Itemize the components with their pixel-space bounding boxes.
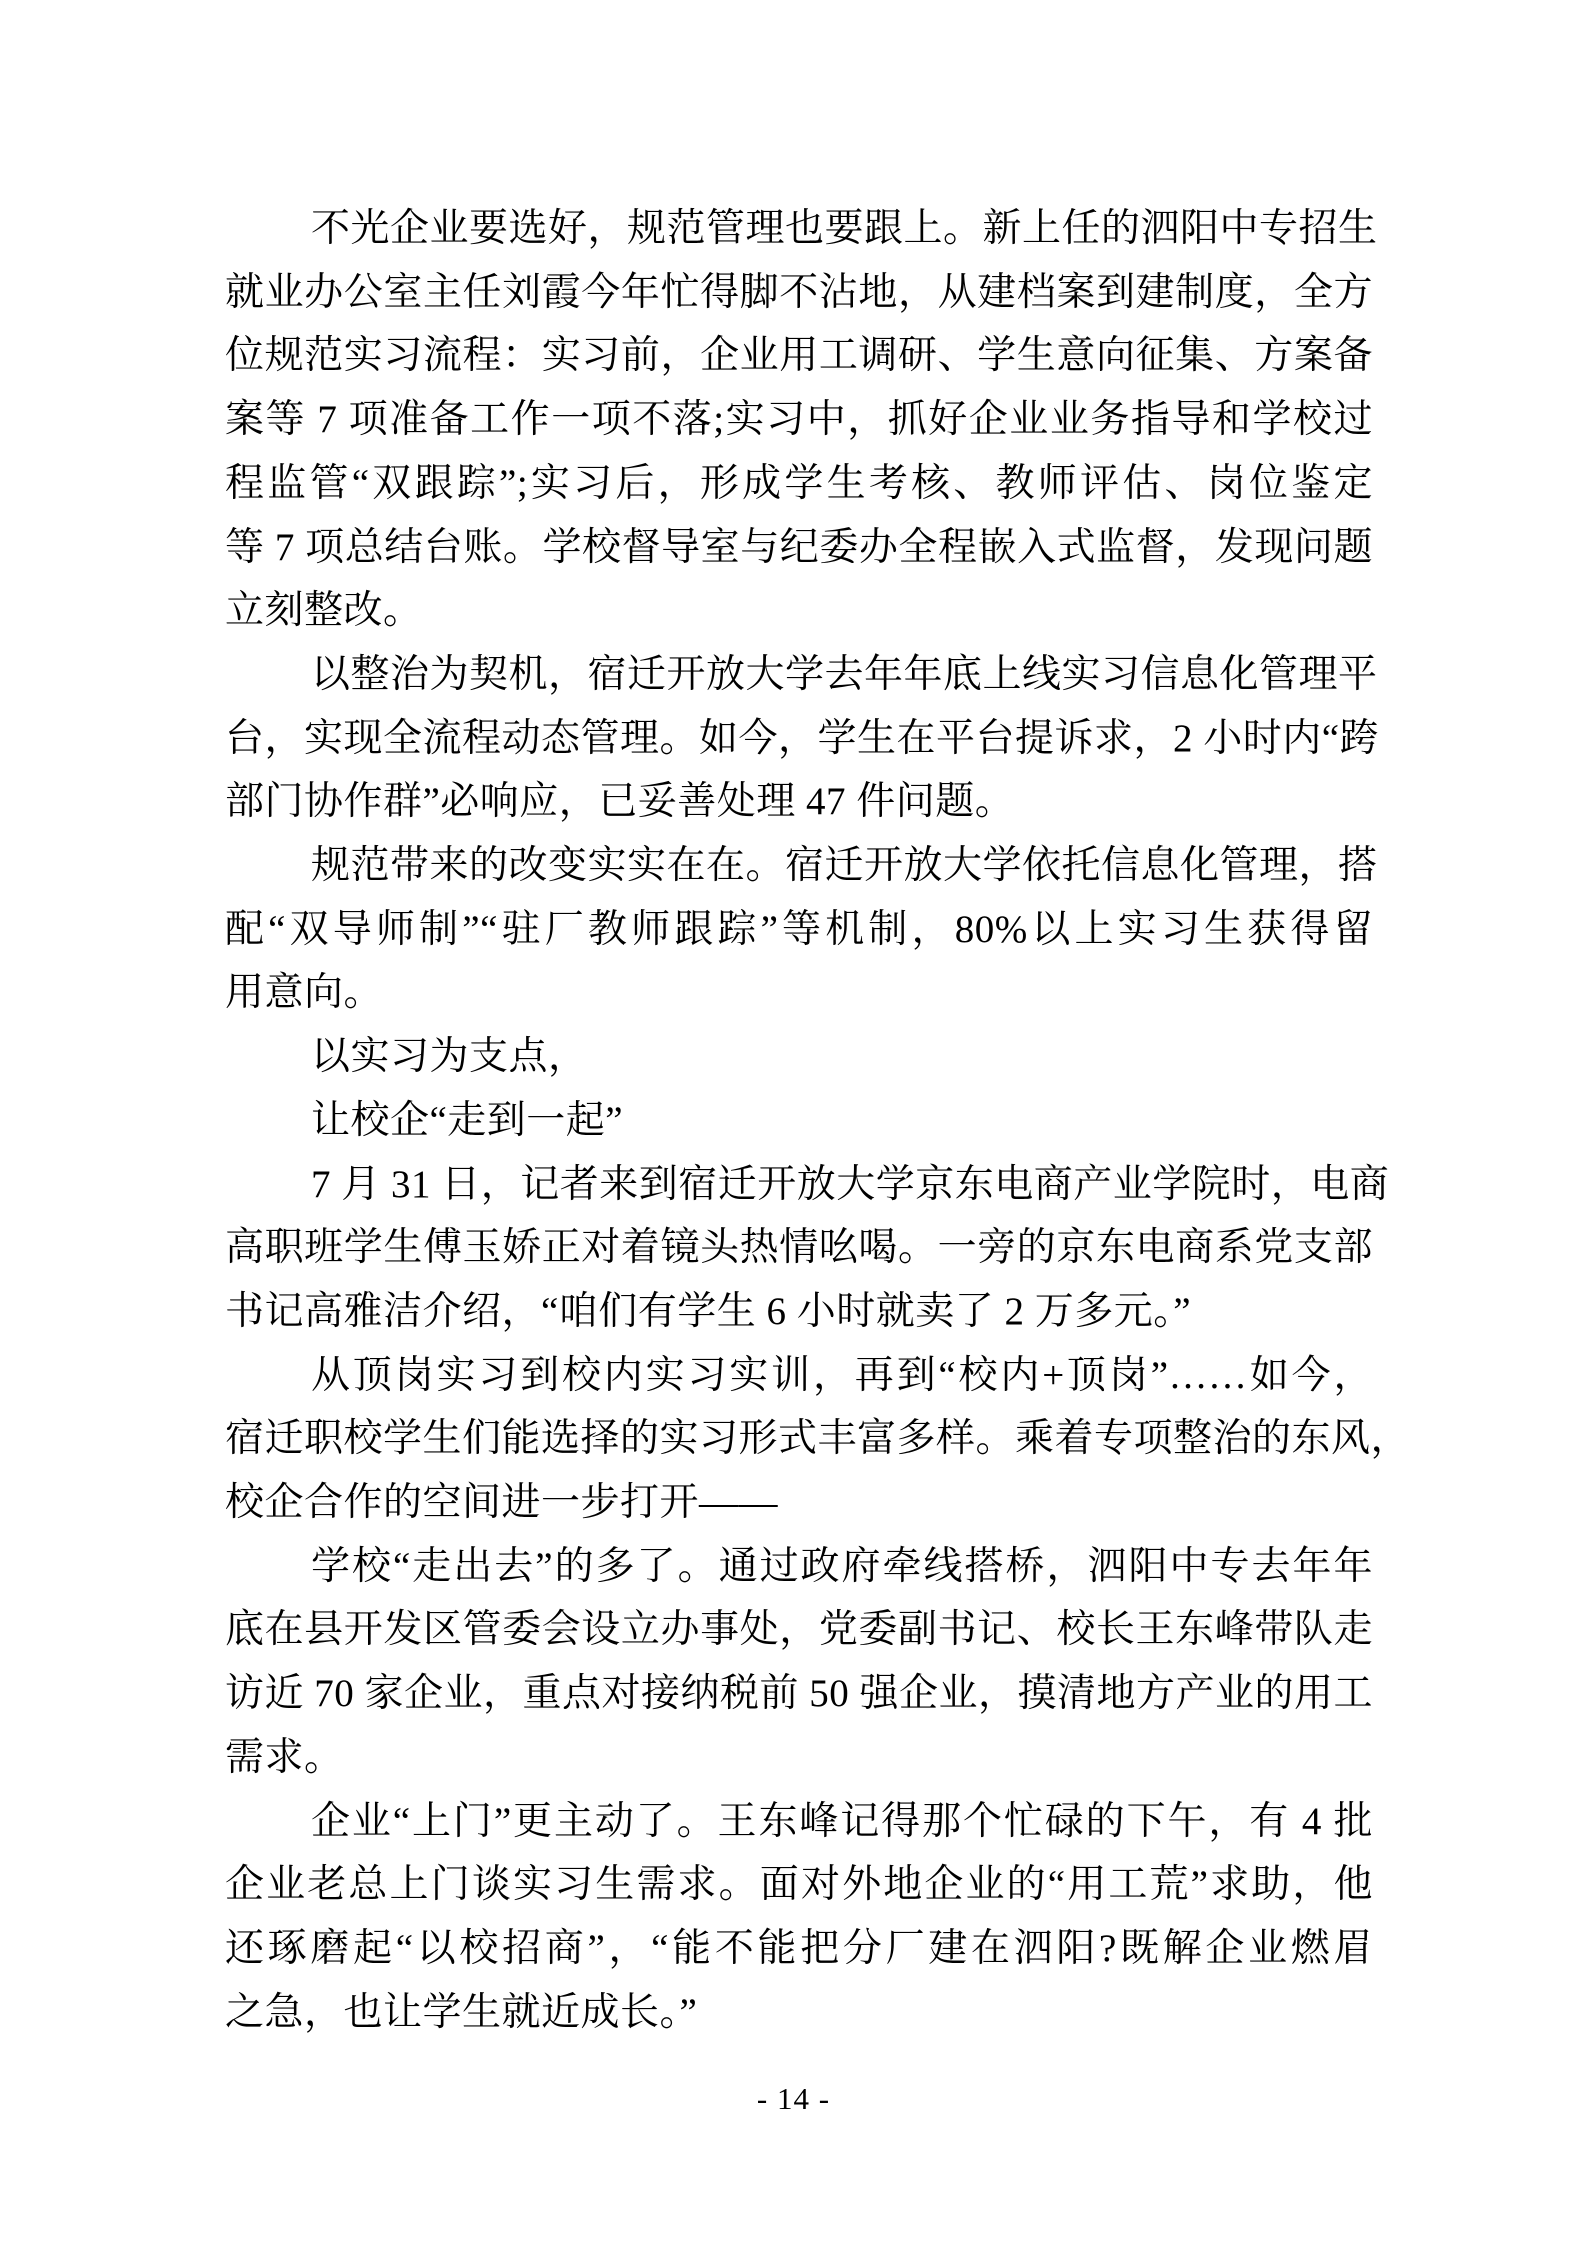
text-line: 校企合作的空间进一步打开—— [225,1481,779,1525]
text-line: 企业老总上门谈实习生需求。面对外地企业的“用工荒”求助，他 [225,1863,1373,1907]
text-line: 规范带来的改变实实在在。宿迁开放大学依托信息化管理，搭 [311,844,1378,888]
text-line: 底在县开发区管委会设立办事处，党委副书记、校长王东峰带队走 [225,1608,1373,1652]
text-line: 还琢磨起“以校招商”，“能不能把分厂建在泗阳?既解企业燃眉 [225,1926,1373,1970]
text-line: 宿迁职校学生们能选择的实习形式丰富多样。乘着专项整治的东风， [225,1417,1411,1461]
text-line: 从顶岗实习到校内实习实训，再到“校内+顶岗”……如今， [311,1353,1373,1397]
text-line: 高职班学生傅玉娇正对着镜头热情吆喝。一旁的京东电商系党支部 [225,1226,1373,1270]
text-line: 案等 7 项准备工作一项不落;实习中，抓好企业业务指导和学校过 [225,398,1373,442]
document-body [225,197,1411,2044]
text-line: 部门协作群”必响应，已妥善处理 47 件问题。 [225,780,1015,824]
text-line: 就业办公室主任刘霞今年忙得脚不沾地，从建档案到建制度，全方 [225,270,1373,314]
text-line: 需求。 [225,1735,344,1779]
text-line: 用意向。 [225,971,384,1015]
text-line: 以整治为契机，宿迁开放大学去年年底上线实习信息化管理平 [311,652,1378,696]
text-line: 让校企“走到一起” [311,1098,624,1142]
text-line: 不光企业要选好，规范管理也要跟上。新上任的泗阳中专招生 [311,207,1378,250]
text-line: 立刻整改。 [225,589,423,633]
text-line: 等 7 项总结台账。学校督导室与纪委办全程嵌入式监督，发现问题 [225,525,1373,569]
text-line: 学校“走出去”的多了。通过政府牵线搭桥，泗阳中专去年年 [311,1544,1373,1588]
text-line: 访近 70 家企业，重点对接纳税前 50 强企业，摸清地方产业的用工 [225,1672,1374,1716]
text-line: 企业“上门”更主动了。王东峰记得那个忙碌的下午，有 4 批 [311,1799,1373,1843]
text-line: 配“双导师制”“驻厂教师跟踪”等机制，80%以上实习生获得留 [225,907,1373,951]
text-line: 书记高雅洁介绍，“咱们有学生 6 小时就卖了 2 万多元。” [225,1289,1192,1333]
text-line: 之急，也让学生就近成长。” [225,1990,698,2034]
text-line: 以实习为支点， [311,1035,588,1079]
text-line: 位规范实习流程：实习前，企业用工调研、学生意向征集、方案备 [225,334,1373,378]
text-line: 台，实现全流程动态管理。如今，学生在平台提诉求，2 小时内“跨 [225,716,1380,760]
page-number: - 14 - [756,2081,831,2116]
text-line: 程监管“双跟踪”;实习后，形成学生考核、教师评估、岗位鉴定 [225,461,1373,505]
text-line: 7 月 31 日，记者来到宿迁开放大学京东电商产业学院时，电商 [311,1162,1390,1206]
